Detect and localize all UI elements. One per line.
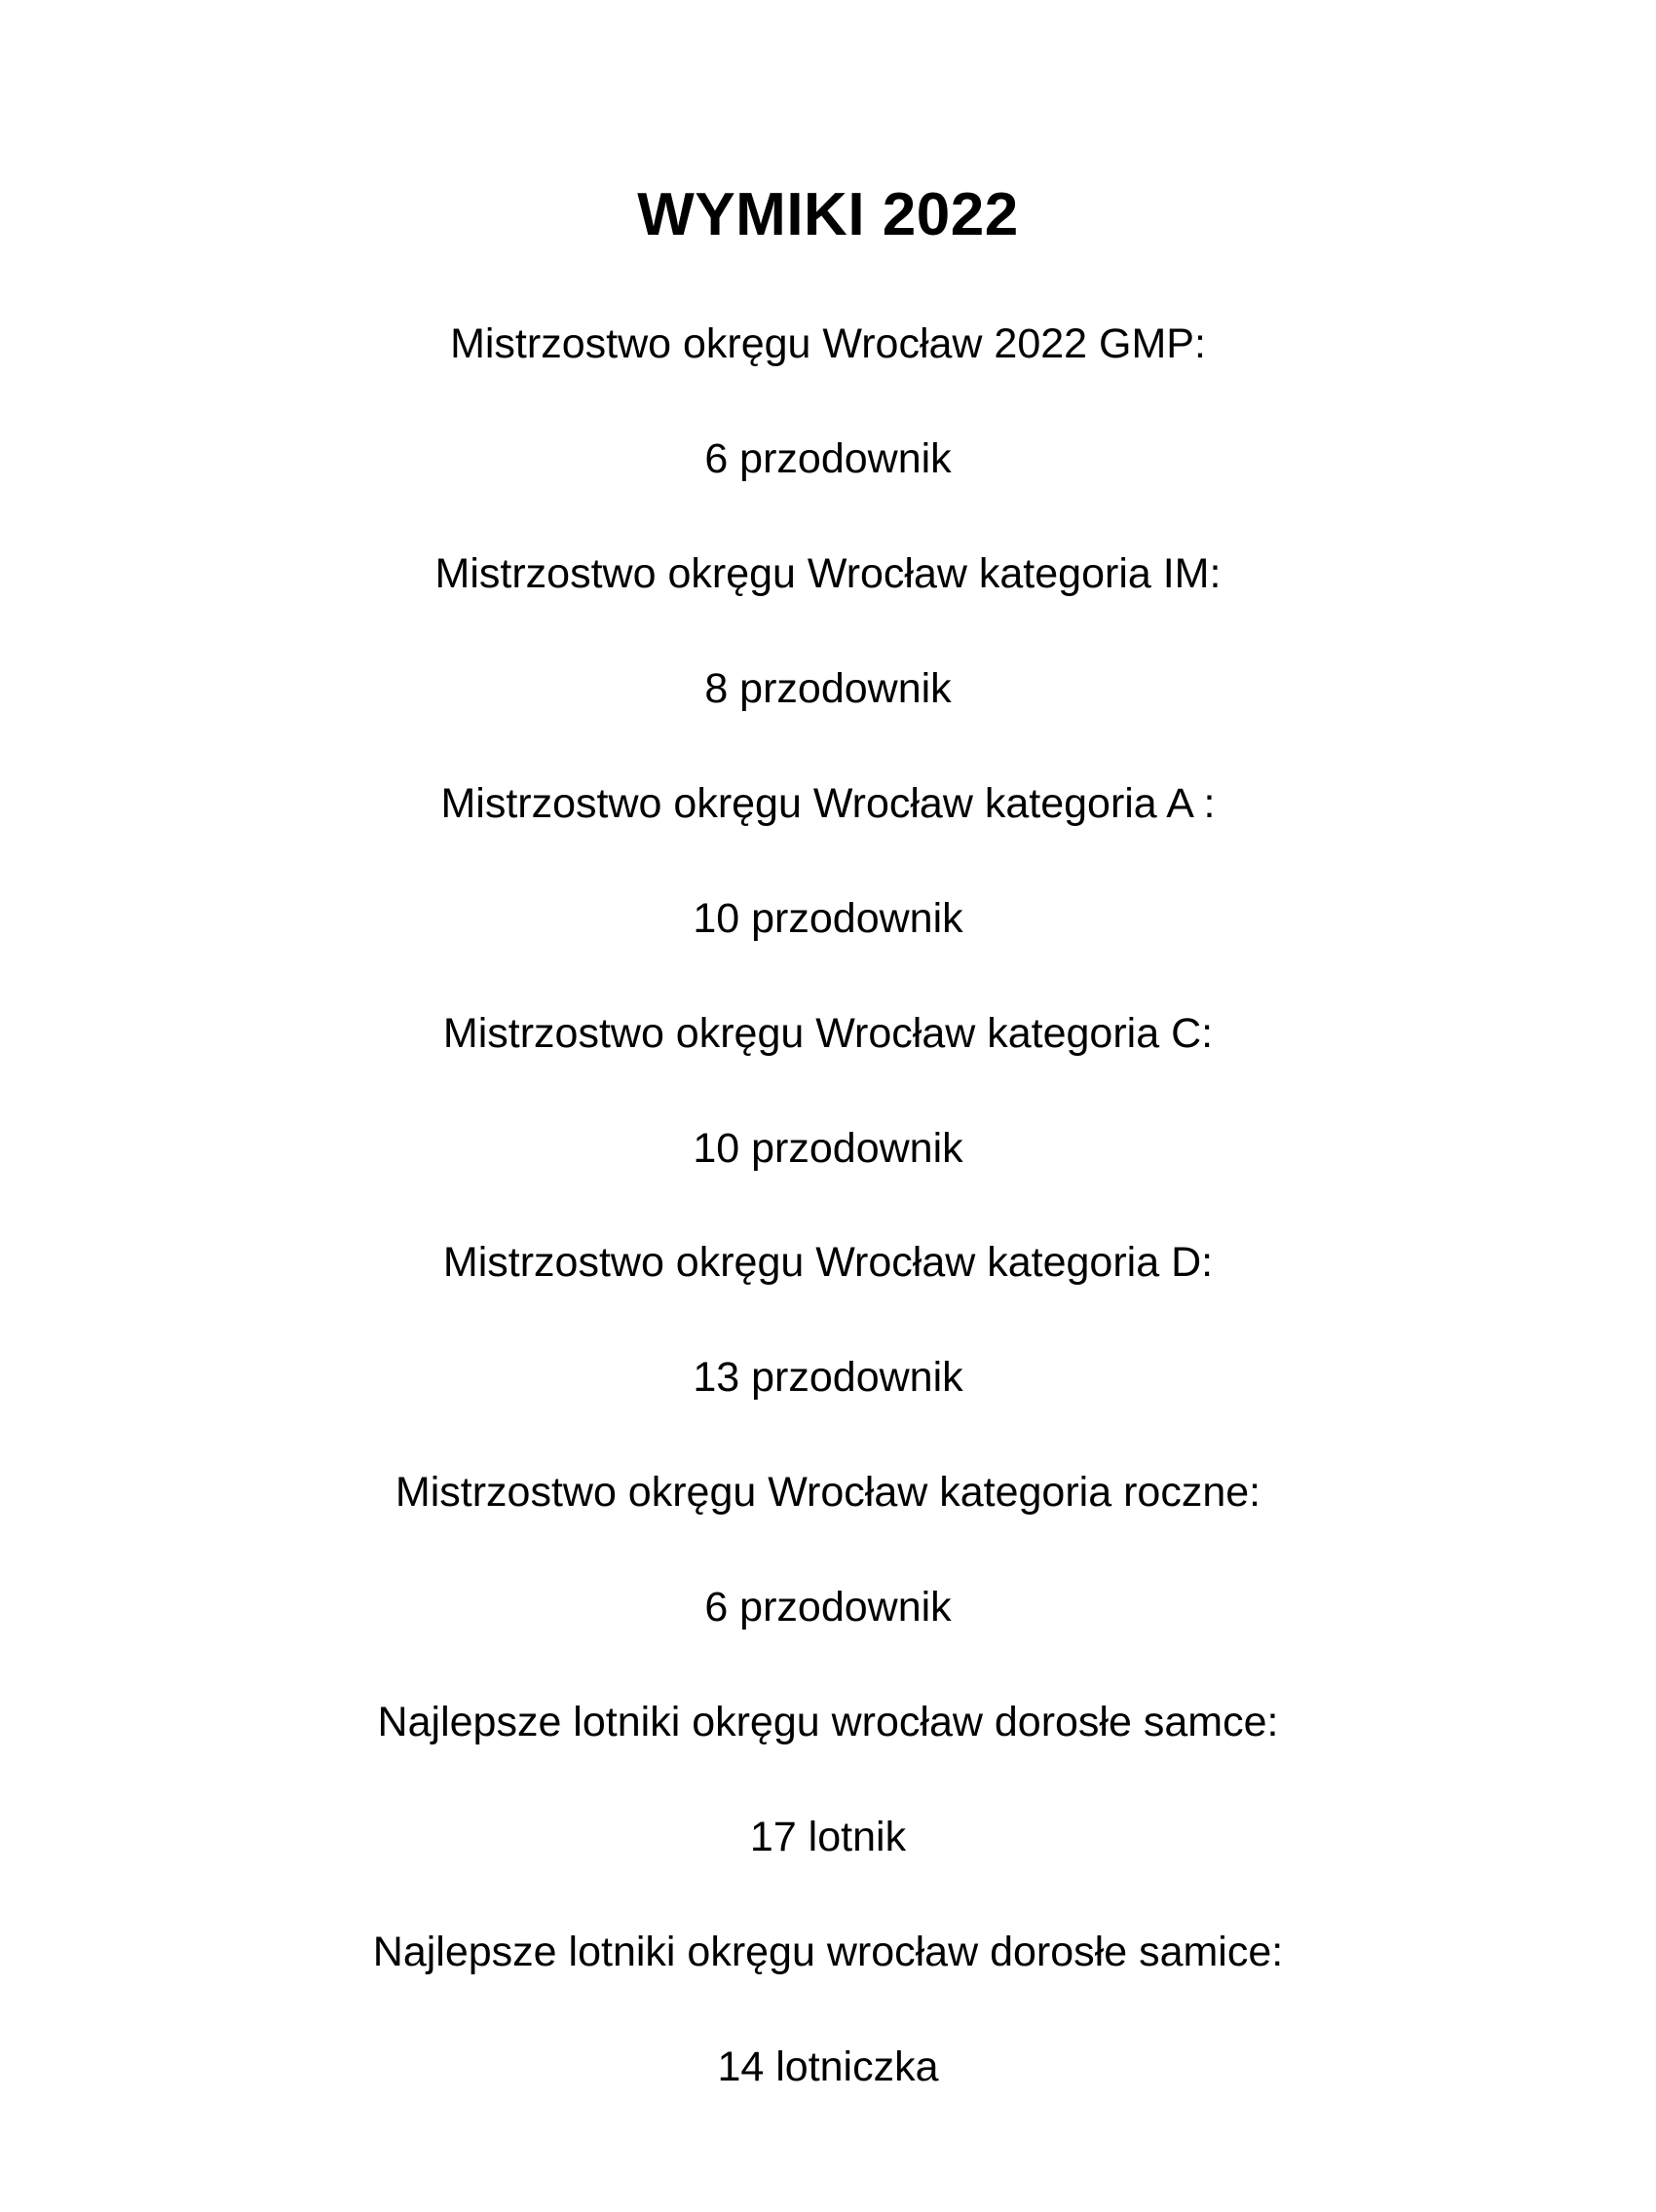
document-line: Mistrzostwo okręgu Wrocław kategoria D: (442, 1239, 1214, 1287)
document-line: Mistrzostwo okręgu Wrocław kategoria A : (440, 779, 1216, 827)
document-line: Najlepsze lotniki okręgu wrocław dorosłe samce: (377, 1698, 1279, 1745)
document-line: 10 przodownik (693, 894, 963, 942)
document-line: Najlepsze lotniki okręgu wrocław dorosłe samice: (372, 1928, 1284, 1975)
document-line: Mistrzostwo okręgu Wrocław 2022 GMP: (450, 320, 1206, 368)
document-line: 8 przodownik (704, 664, 952, 712)
document-line: 13 przodownik (693, 1354, 963, 1402)
page-title: WYMIKI 2022 (637, 181, 1019, 248)
document-line: Mistrzostwo okręgu Wrocław kategoria roczne: (395, 1469, 1261, 1517)
document-line: Mistrzostwo okręgu Wrocław kategoria C: (442, 1009, 1214, 1057)
document-line: 6 przodownik (704, 1584, 952, 1631)
document-line: 14 lotniczka (717, 2043, 939, 2090)
document-line: 10 przodownik (693, 1124, 963, 1172)
document-line: Mistrzostwo okręgu Wrocław kategoria IM: (434, 550, 1222, 598)
document-line: 17 lotnik (749, 1813, 907, 1860)
document-line: 6 przodownik (704, 435, 952, 483)
